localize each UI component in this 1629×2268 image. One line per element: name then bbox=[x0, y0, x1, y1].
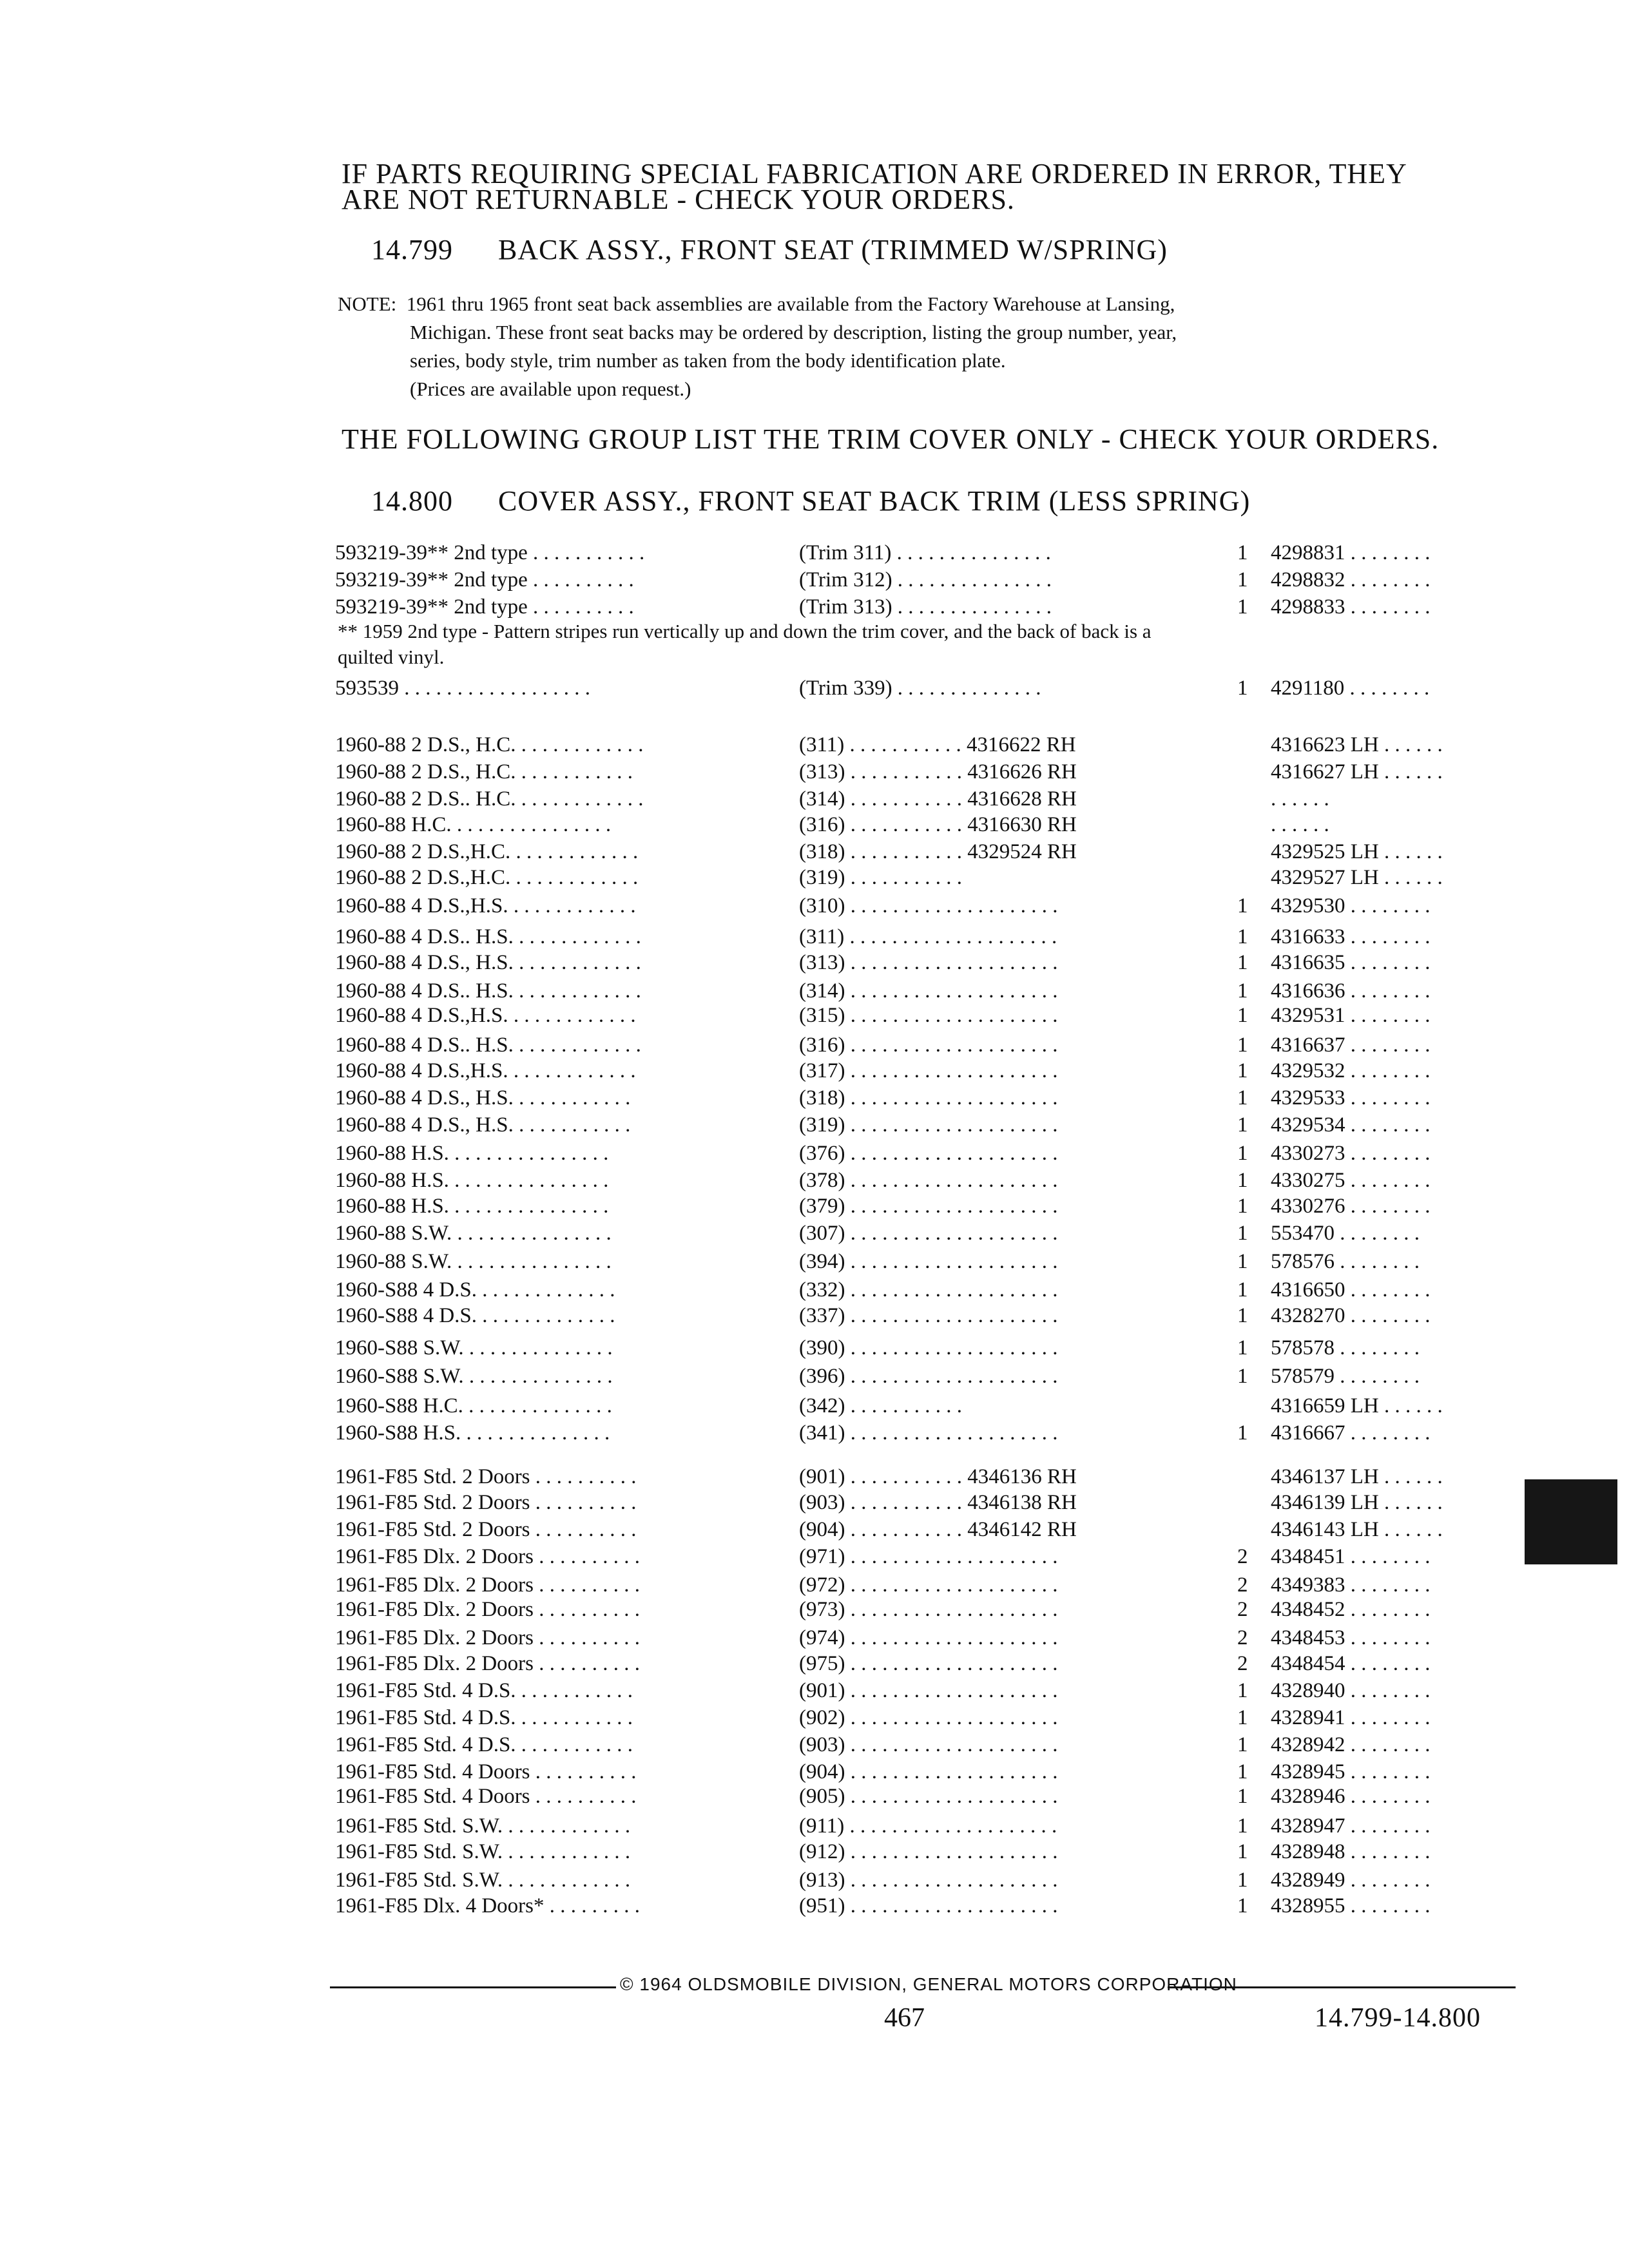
parts-trim: (975) . . . . . . . . . . . . . . . . . . . . bbox=[799, 1652, 1058, 1675]
section-index-tab bbox=[1525, 1479, 1617, 1564]
parts-trim: (974) . . . . . . . . . . . . . . . . . . . . bbox=[799, 1626, 1058, 1649]
parts-trim: (972) . . . . . . . . . . . . . . . . . . . . bbox=[799, 1573, 1058, 1597]
note-line-3: series, body style, trim number as taken from the body identification plate. bbox=[410, 349, 1006, 372]
parts-desc: 1960-88 2 D.S.,H.C. . . . . . . . . . . . . bbox=[335, 866, 639, 889]
parts-qty: 1 bbox=[1237, 1894, 1248, 1917]
parts-trim: (319) . . . . . . . . . . . bbox=[799, 866, 962, 889]
parts-desc: 1960-88 H.S. . . . . . . . . . . . . . . . bbox=[335, 1169, 609, 1192]
parts-qty: 1 bbox=[1237, 1733, 1248, 1756]
parts-part: 4328270 . . . . . . . . bbox=[1271, 1304, 1431, 1327]
parts-part: 578578 . . . . . . . . bbox=[1271, 1336, 1420, 1360]
parts-part: 4298831 . . . . . . . . bbox=[1271, 541, 1431, 564]
parts-part: . . . . . . bbox=[1271, 787, 1329, 811]
parts-part: 4348452 . . . . . . . . bbox=[1271, 1598, 1431, 1621]
parts-desc: 1960-88 4 D.S.. H.S. . . . . . . . . . . . . bbox=[335, 979, 641, 1003]
parts-qty: 1 bbox=[1237, 1086, 1248, 1110]
parts-trim: (379) . . . . . . . . . . . . . . . . . . . . bbox=[799, 1195, 1058, 1218]
parts-qty: 1 bbox=[1237, 1222, 1248, 1245]
section-title: COVER ASSY., FRONT SEAT BACK TRIM (LESS SPRING) bbox=[498, 485, 1251, 517]
warning-line-2: ARE NOT RETURNABLE - CHECK YOUR ORDERS. bbox=[342, 184, 1015, 215]
parts-trim: (315) . . . . . . . . . . . . . . . . . . . . bbox=[799, 1004, 1058, 1027]
parts-desc: 1961-F85 Std. 4 D.S. . . . . . . . . . . . bbox=[335, 1733, 633, 1756]
parts-desc: 1960-88 2 D.S., H.C. . . . . . . . . . . . bbox=[335, 760, 633, 783]
trim-cover-notice: THE FOLLOWING GROUP LIST THE TRIM COVER ONLY - CHECK YOUR ORDERS. bbox=[342, 423, 1440, 455]
parts-part: 4328941 . . . . . . . . bbox=[1271, 1706, 1431, 1729]
parts-part: 4328955 . . . . . . . . bbox=[1271, 1894, 1431, 1917]
note-block bbox=[338, 290, 1177, 403]
parts-trim: (317) . . . . . . . . . . . . . . . . . . . . bbox=[799, 1059, 1058, 1082]
parts-qty: 1 bbox=[1237, 1869, 1248, 1892]
parts-desc: 1960-88 S.W. . . . . . . . . . . . . . . . bbox=[335, 1222, 612, 1245]
parts-trim: (337) . . . . . . . . . . . . . . . . . . . . bbox=[799, 1304, 1058, 1327]
parts-qty: 2 bbox=[1237, 1573, 1248, 1597]
page-number: 467 bbox=[884, 2003, 925, 2033]
parts-qty: 1 bbox=[1237, 1195, 1248, 1218]
parts-trim: (901) . . . . . . . . . . . 4346136 RH bbox=[799, 1465, 1077, 1488]
parts-part: 4316637 . . . . . . . . bbox=[1271, 1033, 1431, 1057]
parts-qty: 1 bbox=[1237, 925, 1248, 948]
parts-part: 4329533 . . . . . . . . bbox=[1271, 1086, 1431, 1110]
parts-desc: 1960-S88 S.W. . . . . . . . . . . . . . . bbox=[335, 1365, 613, 1388]
parts-desc: 1960-88 4 D.S.,H.S. . . . . . . . . . . . . bbox=[335, 1004, 636, 1027]
parts-qty: 1 bbox=[1237, 1250, 1248, 1273]
parts-desc: 593219-39** 2nd type . . . . . . . . . . bbox=[335, 568, 634, 591]
parts-part: 4330276 . . . . . . . . bbox=[1271, 1195, 1431, 1218]
parts-trim: (394) . . . . . . . . . . . . . . . . . . . . bbox=[799, 1250, 1058, 1273]
parts-part: 4346143 LH . . . . . . bbox=[1271, 1518, 1443, 1541]
parts-qty: 1 bbox=[1237, 1033, 1248, 1057]
note-line-1: 1961 thru 1965 front seat back assemblies are available from the Factory Warehouse at Lansing, bbox=[406, 293, 1175, 315]
parts-trim: (Trim 313) . . . . . . . . . . . . . . . bbox=[799, 595, 1052, 619]
parts-qty: 1 bbox=[1237, 541, 1248, 564]
parts-part: 4328946 . . . . . . . . bbox=[1271, 1785, 1431, 1808]
parts-part: 4316635 . . . . . . . . bbox=[1271, 951, 1431, 974]
warning-line-1: IF PARTS REQUIRING SPECIAL FABRICATION ARE ORDERED IN ERROR, THEY bbox=[342, 158, 1407, 189]
parts-desc: 1961-F85 Std. 2 Doors . . . . . . . . . . bbox=[335, 1518, 637, 1541]
parts-part: 4329534 . . . . . . . . bbox=[1271, 1113, 1431, 1137]
parts-part: 578579 . . . . . . . . bbox=[1271, 1365, 1420, 1388]
parts-trim: (913) . . . . . . . . . . . . . . . . . . . . bbox=[799, 1869, 1058, 1892]
parts-desc: 1960-S88 H.C. . . . . . . . . . . . . . . bbox=[335, 1394, 612, 1418]
footer-rule-left bbox=[330, 1986, 616, 1988]
parts-qty: 1 bbox=[1237, 1004, 1248, 1027]
parts-qty: 1 bbox=[1237, 1365, 1248, 1388]
parts-qty: 1 bbox=[1237, 1706, 1248, 1729]
parts-desc: 1960-S88 4 D.S. . . . . . . . . . . . . . bbox=[335, 1278, 615, 1302]
parts-part: 4298832 . . . . . . . . bbox=[1271, 568, 1431, 591]
note-line-4: (Prices are available upon request.) bbox=[410, 378, 691, 400]
parts-part: 4349383 . . . . . . . . bbox=[1271, 1573, 1431, 1597]
parts-desc: 1961-F85 Std. S.W. . . . . . . . . . . . . bbox=[335, 1869, 631, 1892]
parts-part: 4316667 . . . . . . . . bbox=[1271, 1421, 1431, 1445]
note-label: NOTE: bbox=[338, 293, 397, 315]
parts-part: 4330275 . . . . . . . . bbox=[1271, 1169, 1431, 1192]
parts-desc: 1960-S88 S.W. . . . . . . . . . . . . . . bbox=[335, 1336, 613, 1360]
parts-part: 578576 . . . . . . . . bbox=[1271, 1250, 1420, 1273]
copyright-line: © 1964 OLDSMOBILE DIVISION, GENERAL MOTORS CORPORATION bbox=[620, 1974, 1237, 1994]
page-reference: 14.799-14.800 bbox=[1315, 2003, 1481, 2033]
parts-desc: 1961-F85 Std. 2 Doors . . . . . . . . . . bbox=[335, 1491, 637, 1514]
parts-part: . . . . . . bbox=[1271, 813, 1329, 836]
parts-desc: 1961-F85 Std. 4 D.S. . . . . . . . . . . . bbox=[335, 1706, 633, 1729]
parts-desc: 1960-88 H.C. . . . . . . . . . . . . . . . bbox=[335, 813, 612, 836]
parts-qty: 1 bbox=[1237, 1785, 1248, 1808]
section-heading-14-799 bbox=[371, 233, 1168, 266]
parts-trim: (318) . . . . . . . . . . . 4329524 RH bbox=[799, 840, 1077, 863]
parts-desc: 593539 . . . . . . . . . . . . . . . . . . bbox=[335, 677, 590, 700]
parts-trim: (316) . . . . . . . . . . . . . . . . . . . . bbox=[799, 1033, 1058, 1057]
parts-part: 4348453 . . . . . . . . bbox=[1271, 1626, 1431, 1649]
parts-qty: 1 bbox=[1237, 1059, 1248, 1082]
parts-qty: 1 bbox=[1237, 979, 1248, 1003]
parts-part: 4291180 . . . . . . . . bbox=[1271, 677, 1430, 700]
parts-qty: 1 bbox=[1237, 677, 1248, 700]
parts-desc: 1960-88 4 D.S.,H.S. . . . . . . . . . . . . bbox=[335, 1059, 636, 1082]
parts-desc: 1960-88 4 D.S.. H.S. . . . . . . . . . . . . bbox=[335, 1033, 641, 1057]
parts-qty: 1 bbox=[1237, 1304, 1248, 1327]
note-line-2: Michigan. These front seat backs may be ordered by description, listing the group number, year, bbox=[410, 321, 1177, 343]
parts-part: 4298833 . . . . . . . . bbox=[1271, 595, 1431, 619]
parts-trim: (310) . . . . . . . . . . . . . . . . . . . . bbox=[799, 894, 1058, 918]
parts-trim: (311) . . . . . . . . . . . . . . . . . . . . bbox=[799, 925, 1057, 948]
parts-desc: 1960-88 4 D.S., H.S. . . . . . . . . . . . bbox=[335, 1086, 631, 1110]
parts-trim: (311) . . . . . . . . . . . 4316622 RH bbox=[799, 733, 1076, 756]
parts-desc: 1960-88 4 D.S., H.S. . . . . . . . . . . . . bbox=[335, 951, 641, 974]
parts-desc: 1961-F85 Std. 4 Doors . . . . . . . . . . bbox=[335, 1760, 637, 1783]
parts-qty: 1 bbox=[1237, 1840, 1248, 1863]
parts-qty: 2 bbox=[1237, 1598, 1248, 1621]
parts-part: 4328945 . . . . . . . . bbox=[1271, 1760, 1431, 1783]
parts-part: 4316636 . . . . . . . . bbox=[1271, 979, 1431, 1003]
parts-trim: (904) . . . . . . . . . . . . . . . . . . . . bbox=[799, 1760, 1058, 1783]
parts-part: 4329525 LH . . . . . . bbox=[1271, 840, 1443, 863]
parts-trim: (911) . . . . . . . . . . . . . . . . . . . . bbox=[799, 1814, 1057, 1838]
parts-qty: 1 bbox=[1237, 1278, 1248, 1302]
parts-part: 4316623 LH . . . . . . bbox=[1271, 733, 1443, 756]
parts-desc: 1961-F85 Dlx. 2 Doors . . . . . . . . . . bbox=[335, 1626, 641, 1649]
parts-part: 4330273 . . . . . . . . bbox=[1271, 1142, 1431, 1165]
parts-qty: 1 bbox=[1237, 1142, 1248, 1165]
parts-trim: (316) . . . . . . . . . . . 4316630 RH bbox=[799, 813, 1077, 836]
parts-trim: (314) . . . . . . . . . . . . . . . . . . . . bbox=[799, 979, 1058, 1003]
warning-notice bbox=[342, 158, 1407, 215]
parts-trim: (Trim 311) . . . . . . . . . . . . . . . bbox=[799, 541, 1051, 564]
parts-desc: 1960-88 S.W. . . . . . . . . . . . . . . . bbox=[335, 1250, 612, 1273]
parts-desc: 1961-F85 Dlx. 2 Doors . . . . . . . . . . bbox=[335, 1598, 641, 1621]
parts-trim: (332) . . . . . . . . . . . . . . . . . . . . bbox=[799, 1278, 1058, 1302]
parts-trim: (319) . . . . . . . . . . . . . . . . . . . . bbox=[799, 1113, 1058, 1137]
parts-trim: (390) . . . . . . . . . . . . . . . . . . . . bbox=[799, 1336, 1058, 1360]
parts-part: 4328948 . . . . . . . . bbox=[1271, 1840, 1431, 1863]
parts-trim: (314) . . . . . . . . . . . 4316628 RH bbox=[799, 787, 1077, 811]
parts-qty: 1 bbox=[1237, 1679, 1248, 1702]
parts-trim: (376) . . . . . . . . . . . . . . . . . . . . bbox=[799, 1142, 1058, 1165]
parts-part: 4316627 LH . . . . . . bbox=[1271, 760, 1443, 783]
parts-desc: 593219-39** 2nd type . . . . . . . . . . . bbox=[335, 541, 645, 564]
parts-qty: 1 bbox=[1237, 1169, 1248, 1192]
parts-qty: 1 bbox=[1237, 1814, 1248, 1838]
parts-desc: 1960-S88 H.S. . . . . . . . . . . . . . . bbox=[335, 1421, 610, 1445]
parts-part: 4348451 . . . . . . . . bbox=[1271, 1545, 1431, 1568]
footnote-line-2: quilted vinyl. bbox=[338, 646, 445, 668]
parts-desc: 1961-F85 Std. 4 D.S. . . . . . . . . . . . bbox=[335, 1679, 633, 1702]
section-number: 14.800 bbox=[371, 485, 453, 517]
parts-part: 4329527 LH . . . . . . bbox=[1271, 866, 1443, 889]
parts-part: 4316633 . . . . . . . . bbox=[1271, 925, 1431, 948]
parts-trim: (396) . . . . . . . . . . . . . . . . . . . . bbox=[799, 1365, 1058, 1388]
parts-trim: (901) . . . . . . . . . . . . . . . . . . . . bbox=[799, 1679, 1058, 1702]
parts-desc: 1961-F85 Dlx. 2 Doors . . . . . . . . . . bbox=[335, 1573, 641, 1597]
footnote-line-1: ** 1959 2nd type - Pattern stripes run vertically up and down the trim cover, and the back of back is a bbox=[338, 620, 1152, 642]
parts-desc: 1960-88 2 D.S., H.C. . . . . . . . . . . . . bbox=[335, 733, 644, 756]
parts-part: 4328942 . . . . . . . . bbox=[1271, 1733, 1431, 1756]
parts-desc: 1960-88 H.S. . . . . . . . . . . . . . . . bbox=[335, 1142, 609, 1165]
parts-qty: 1 bbox=[1237, 1113, 1248, 1137]
parts-desc: 1960-88 4 D.S.. H.S. . . . . . . . . . . . . bbox=[335, 925, 641, 948]
parts-part: 4329530 . . . . . . . . bbox=[1271, 894, 1431, 918]
parts-qty: 1 bbox=[1237, 894, 1248, 918]
parts-desc: 1960-88 4 D.S., H.S. . . . . . . . . . . . bbox=[335, 1113, 631, 1137]
parts-trim: (Trim 312) . . . . . . . . . . . . . . . bbox=[799, 568, 1052, 591]
parts-part: 4329532 . . . . . . . . bbox=[1271, 1059, 1431, 1082]
parts-trim: (951) . . . . . . . . . . . . . . . . . . . . bbox=[799, 1894, 1058, 1917]
parts-trim: (341) . . . . . . . . . . . . . . . . . . . . bbox=[799, 1421, 1058, 1445]
parts-part: 4329531 . . . . . . . . bbox=[1271, 1004, 1431, 1027]
parts-qty: 2 bbox=[1237, 1626, 1248, 1649]
section-number: 14.799 bbox=[371, 234, 453, 265]
parts-trim: (Trim 339) . . . . . . . . . . . . . . bbox=[799, 677, 1041, 700]
parts-qty: 2 bbox=[1237, 1545, 1248, 1568]
parts-trim: (903) . . . . . . . . . . . . . . . . . . . . bbox=[799, 1733, 1058, 1756]
parts-part: 4328947 . . . . . . . . bbox=[1271, 1814, 1431, 1838]
parts-trim: (971) . . . . . . . . . . . . . . . . . . . . bbox=[799, 1545, 1058, 1568]
parts-desc: 1960-88 H.S. . . . . . . . . . . . . . . . bbox=[335, 1195, 609, 1218]
section-heading-14-800 bbox=[371, 485, 1250, 517]
parts-qty: 1 bbox=[1237, 1421, 1248, 1445]
parts-trim: (973) . . . . . . . . . . . . . . . . . . . . bbox=[799, 1598, 1058, 1621]
parts-qty: 1 bbox=[1237, 595, 1248, 619]
parts-desc: 593219-39** 2nd type . . . . . . . . . . bbox=[335, 595, 634, 619]
parts-trim: (307) . . . . . . . . . . . . . . . . . . . . bbox=[799, 1222, 1058, 1245]
parts-desc: 1960-88 2 D.S.,H.C. . . . . . . . . . . . . bbox=[335, 840, 639, 863]
parts-part: 553470 . . . . . . . . bbox=[1271, 1222, 1420, 1245]
parts-part: 4316650 . . . . . . . . bbox=[1271, 1278, 1431, 1302]
parts-desc: 1961-F85 Dlx. 2 Doors . . . . . . . . . . bbox=[335, 1545, 641, 1568]
parts-trim: (313) . . . . . . . . . . . . . . . . . . . . bbox=[799, 951, 1058, 974]
parts-trim: (313) . . . . . . . . . . . 4316626 RH bbox=[799, 760, 1077, 783]
parts-trim: (342) . . . . . . . . . . . bbox=[799, 1394, 962, 1418]
parts-trim: (378) . . . . . . . . . . . . . . . . . . . . bbox=[799, 1169, 1058, 1192]
section-title: BACK ASSY., FRONT SEAT (TRIMMED W/SPRING) bbox=[498, 234, 1168, 265]
parts-part: 4346139 LH . . . . . . bbox=[1271, 1491, 1443, 1514]
parts-desc: 1961-F85 Std. S.W. . . . . . . . . . . . . bbox=[335, 1814, 631, 1838]
parts-desc: 1960-S88 4 D.S. . . . . . . . . . . . . . bbox=[335, 1304, 615, 1327]
parts-trim: (902) . . . . . . . . . . . . . . . . . . . . bbox=[799, 1706, 1058, 1729]
parts-desc: 1961-F85 Std. 4 Doors . . . . . . . . . . bbox=[335, 1785, 637, 1808]
parts-trim: (912) . . . . . . . . . . . . . . . . . . . . bbox=[799, 1840, 1058, 1863]
parts-qty: 1 bbox=[1237, 1760, 1248, 1783]
parts-part: 4328949 . . . . . . . . bbox=[1271, 1869, 1431, 1892]
parts-qty: 1 bbox=[1237, 568, 1248, 591]
parts-trim: (905) . . . . . . . . . . . . . . . . . . . . bbox=[799, 1785, 1058, 1808]
parts-desc: 1961-F85 Std. S.W. . . . . . . . . . . . . bbox=[335, 1840, 631, 1863]
parts-part: 4346137 LH . . . . . . bbox=[1271, 1465, 1443, 1488]
parts-desc: 1961-F85 Dlx. 2 Doors . . . . . . . . . . bbox=[335, 1652, 641, 1675]
parts-desc: 1961-F85 Std. 2 Doors . . . . . . . . . . bbox=[335, 1465, 637, 1488]
parts-qty: 2 bbox=[1237, 1652, 1248, 1675]
parts-trim: (904) . . . . . . . . . . . 4346142 RH bbox=[799, 1518, 1077, 1541]
parts-part: 4316659 LH . . . . . . bbox=[1271, 1394, 1443, 1418]
parts-qty: 1 bbox=[1237, 1336, 1248, 1360]
parts-part: 4348454 . . . . . . . . bbox=[1271, 1652, 1431, 1675]
parts-desc: 1960-88 2 D.S.. H.C. . . . . . . . . . . . . bbox=[335, 787, 644, 811]
parts-desc: 1960-88 4 D.S.,H.S. . . . . . . . . . . . . bbox=[335, 894, 636, 918]
parts-qty: 1 bbox=[1237, 951, 1248, 974]
parts-trim: (903) . . . . . . . . . . . 4346138 RH bbox=[799, 1491, 1077, 1514]
parts-trim: (318) . . . . . . . . . . . . . . . . . . . . bbox=[799, 1086, 1058, 1110]
parts-part: 4328940 . . . . . . . . bbox=[1271, 1679, 1431, 1702]
footnote bbox=[338, 619, 1152, 670]
parts-desc: 1961-F85 Dlx. 4 Doors* . . . . . . . . . bbox=[335, 1894, 641, 1917]
